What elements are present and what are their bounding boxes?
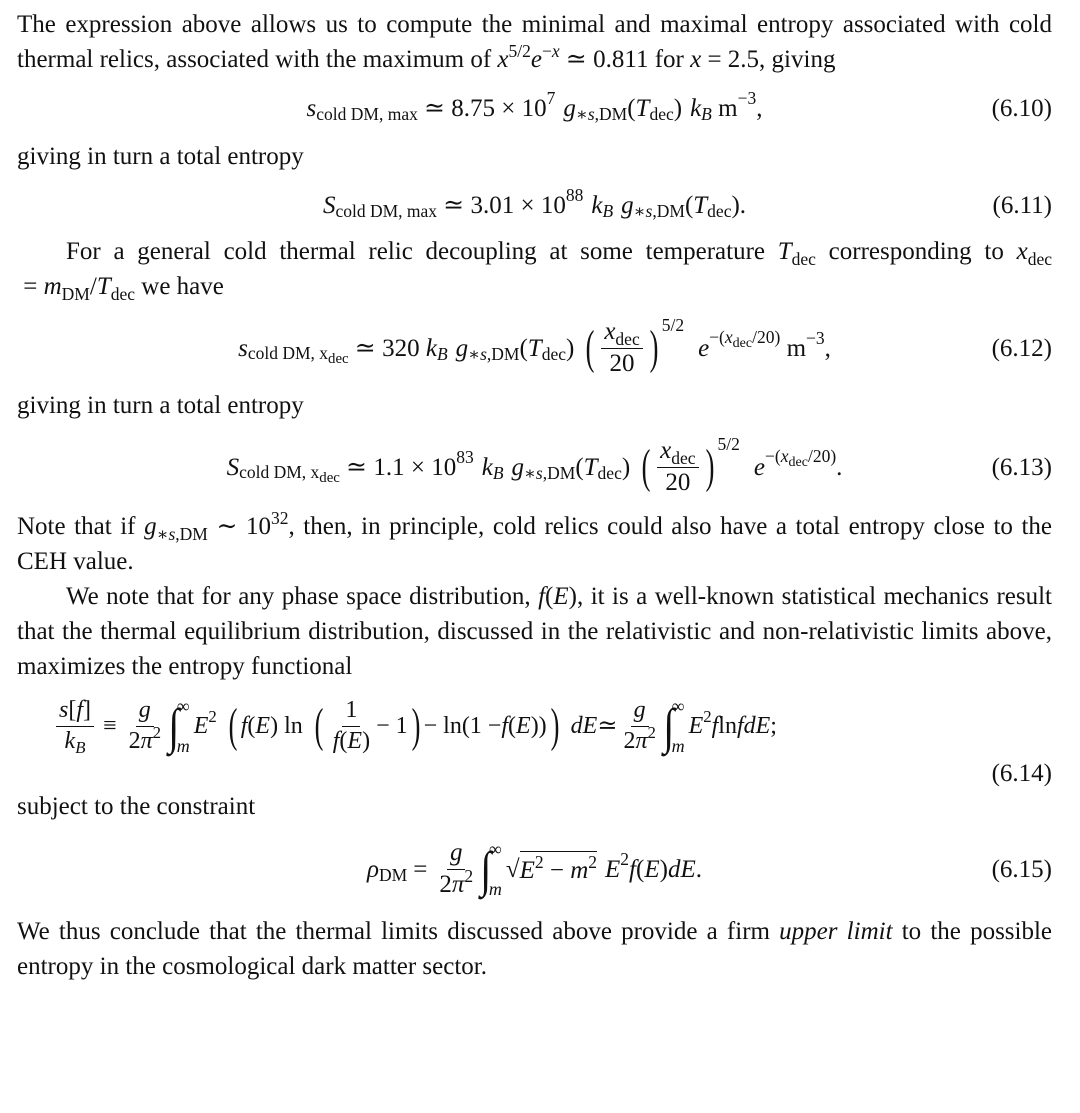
text: For a general cold thermal relic decoupling at some temperature	[66, 238, 778, 265]
equation-number: (6.11)	[992, 191, 1052, 219]
equation-number: (6.13)	[991, 453, 1052, 481]
value: ≃ 8.75 × 10	[417, 94, 547, 122]
paragraph: giving in turn a total entropy	[17, 143, 304, 170]
denominator: 20	[665, 468, 691, 496]
paragraph: subject to the constraint	[17, 793, 256, 820]
text: , then, in principle, cold relics could also have a total entropy close to the CEH value.	[17, 513, 1053, 575]
equation-number: (6.10)	[991, 94, 1052, 122]
text: We note that for any phase space distribution,	[66, 583, 539, 610]
text: =	[17, 273, 44, 300]
equation-6-14: $\frac{s[f]}{k_B}$ ≡ $\frac{g}{2\pi^2}$ ∫ ∞ m E $^2$ ( f ( E ) ln ( $\frac{1}{f(E)}$ − 1 ) − ln(1 − f ( E )) ) dE ≃ $\frac{g}{2\pi^2}$ ∫ ∞ m E $^2$ f ln fdE ; (6.14)	[17, 688, 1052, 800]
text: ,	[824, 334, 831, 362]
text: Note that if	[17, 513, 145, 540]
text: ,	[756, 94, 763, 122]
subscript: cold DM, max	[335, 200, 438, 221]
paragraph: Note that if $g_{∗s,DM}$ ∼ $10^{32}$, then, in principle, cold relics could also have a total entropy close to the CEH value.	[17, 508, 1053, 575]
equation-number: (6.12)	[991, 334, 1052, 362]
equation-6-13: S $_{cold DM, x_{dec}}$ ≃ 1.1 × 10 $^{83}$ k $_B$ g $_{∗s ,DM}$ ( T $_{dec}$ ) ( $\frac{x_{dec}}{20}$ ) $^{5/2}$ e $^{-(x_{dec} /20)}$ . (6.13)	[226, 434, 1052, 496]
text: to the possible entropy in the cosmological dark matter sector.	[17, 918, 1053, 980]
equation-6-15: ρ $_{DM}$ = $\frac{g}{2\pi^2}$ ∫ ∞ m √ $E^2 - m^2$ E $^2$ f ( E ) dE . (6.15)	[367, 839, 1052, 899]
text: ≃ 0.811 for	[559, 46, 691, 73]
subscript: cold DM, x	[239, 461, 320, 482]
value: ≃ 320	[348, 334, 426, 362]
equation-6-10: s $_{cold DM, max}$ ≃ 8.75 × 10 $^7$ g $_{∗s ,DM}$ ( T $_{dec}$ ) k $_B$ m $^{-3}$ , (6.10)	[306, 88, 1052, 124]
text: We thus conclude that the thermal limits discussed above provide a firm	[17, 918, 780, 945]
text: = 2.5, giving	[701, 46, 836, 73]
text: .	[695, 855, 702, 883]
text: ;	[770, 712, 777, 739]
text: ).	[731, 191, 747, 219]
value: ≃ 3.01 × 10	[437, 191, 566, 219]
unit: m	[780, 334, 807, 362]
paragraph: We note that for any phase space distribution, f(E), it is a well-known statistical mechanics result that the thermal equilibrium distribution, discussed in the relativistic and non-relativistic limits above, maximizes the entropy functional	[17, 583, 1052, 680]
text: , it is a well-known statistical mechanics result that the thermal equilibrium distribution, discussed in the relativistic and non-relativistic limits above, maximizes the entropy functional	[17, 583, 1052, 680]
text: corresponding to	[815, 238, 1017, 265]
text: we have	[135, 273, 224, 300]
paragraph: giving in turn a total entropy	[17, 392, 304, 419]
paragraph: For a general cold thermal relic decoupling at some temperature $T_{dec}$ corresponding to $x_{dec} = m_{DM}/T_{dec}$ we have	[17, 238, 1052, 304]
paragraph-intro: The expression above allows us to compute the minimal and maximal entropy associated with cold thermal relics, associated with the maximum of $x^{5/2}e^{-x}$ ≃ 0.811 for x = 2.5, giving	[17, 11, 1052, 73]
text: .	[836, 453, 843, 481]
text: ∼ 10	[207, 513, 271, 540]
denominator: 20	[609, 349, 635, 377]
subscript: cold DM, x	[247, 342, 329, 363]
unit: m	[711, 94, 738, 122]
equation-6-11: S $_{cold DM, max}$ ≃ 3.01 × 10 $^{88}$ k $_B$ g $_{∗s ,DM}$ ( T $_{dec}$ ). (6.11)	[322, 185, 1052, 221]
exponent: 32	[270, 508, 289, 529]
equation-number: (6.14)	[991, 760, 1052, 787]
equation-number: (6.15)	[991, 855, 1052, 883]
text: /	[89, 273, 97, 300]
equation-6-12: s $_{cold DM, x_{dec}}$ ≃ 320 k $_B$ g $_{∗s ,DM}$ ( T $_{dec}$ ) ( $\frac{x_{dec}}{20}$ ) $^{5/2}$ e $^{-(x_{dec} /20)}$ m $^{-3}$ , (6.12)	[238, 315, 1052, 377]
text: The expression above allows us to compute the minimal and maximal entropy associated with cold thermal relics, associated with the maximum of	[17, 11, 1052, 73]
value: ≃ 1.1 × 10	[339, 453, 457, 481]
subscript: cold DM, max	[316, 103, 418, 124]
paragraph-conclusion	[17, 914, 1052, 984]
emphasis: upper limit	[779, 918, 893, 945]
